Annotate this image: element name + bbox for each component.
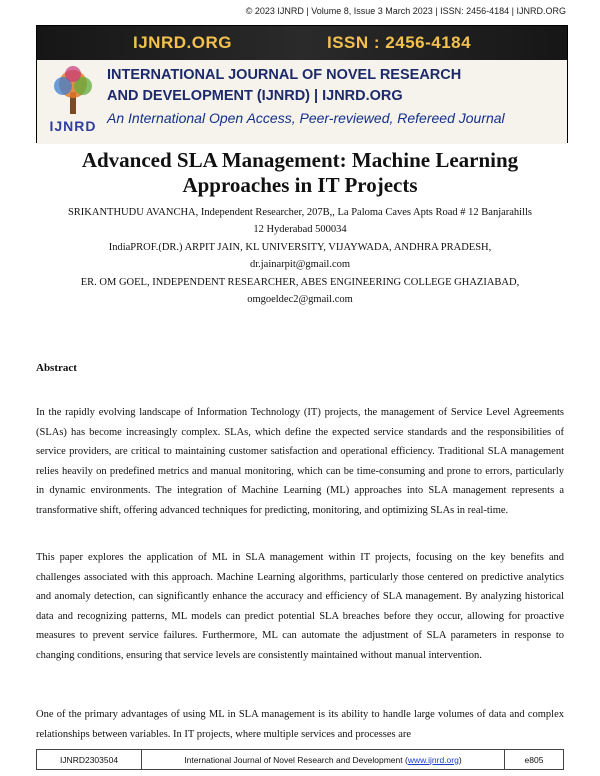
footer-journal-link[interactable]: www.ijnrd.org <box>407 754 459 765</box>
author-block <box>36 204 564 308</box>
journal-name-line1: INTERNATIONAL JOURNAL OF NOVEL RESEARCH <box>107 67 462 83</box>
abstract-paragraph-1: In the rapidly evolving landscape of Information Technology (IT) projects, the management of Service Level Agreements (SLAs) has become increasingly complex. SLAs, which define the expected service standards and the responsibilities of service providers, are critical to maintaining customer satisfaction and operational efficiency. Traditional SLA management relies heavily on predefined metrics and manual monitoring, which can be time-consuming and prone to errors, particularly in dynamic environments. The integration of Machine Learning (ML) approaches into SLA management represents a transformative shift, offering advanced techniques for predicting, monitoring, and optimizing SLAs in real-time. <box>36 407 564 516</box>
banner-issn: ISSN : 2456-4184 <box>327 33 472 52</box>
author-email: dr.jainarpit@gmail.com <box>249 259 351 271</box>
journal-name-line2: AND DEVELOPMENT (IJNRD) | IJNRD.ORG <box>107 88 403 104</box>
copyright-line: © 2023 IJNRD | Volume 8, Issue 3 March 2023 | ISSN: 2456-4184 | IJNRD.ORG <box>245 6 566 16</box>
banner-top-strip <box>37 26 567 60</box>
journal-tagline: An International Open Access, Peer-reviewed, Refereed Journal <box>107 110 505 126</box>
author-line: 12 Hyderabad 500034 <box>253 224 347 236</box>
footer-journal-suffix: ) <box>458 754 462 765</box>
footer-journal <box>142 750 505 769</box>
page-footer <box>36 749 564 770</box>
author-line: ER. OM GOEL, INDEPENDENT RESEARCHER, ABES ENGINEERING COLLEGE GHAZIABAD, <box>80 276 520 288</box>
footer-journal-prefix: International Journal of Novel Research and Development ( <box>184 754 408 765</box>
tree-logo-icon <box>43 62 103 126</box>
footer-paper-id: IJNRD2303504 <box>37 750 142 769</box>
paper-title <box>0 148 600 198</box>
ijnrd-logo <box>43 62 103 142</box>
banner-site: IJNRD.ORG <box>133 33 232 52</box>
abstract-paragraph-3: One of the primary advantages of using ML in SLA management is its ability to handle large volumes of data and complex relationships between variables. In IT projects, where multiple services and processes are <box>36 709 564 740</box>
title-line2: Approaches in IT Projects <box>182 173 418 197</box>
author-line: SRIKANTHUDU AVANCHA, Independent Researcher, 207B,, La Paloma Caves Apts Road # 12 Banjarahills <box>67 207 533 218</box>
author-line: IndiaPROF.(DR.) ARPIT JAIN, KL UNIVERSITY, VIJAYWADA, ANDHRA PRADESH, <box>108 241 492 253</box>
title-line1: Advanced SLA Management: Machine Learning <box>81 148 519 172</box>
abstract-heading: Abstract <box>36 362 77 374</box>
journal-banner <box>36 25 568 143</box>
author-email: omgoeldec2@gmail.com <box>247 294 353 306</box>
logo-text: IJNRD <box>49 118 97 134</box>
footer-page-number: e805 <box>524 754 544 765</box>
abstract-paragraph-2: This paper explores the application of ML in SLA management within IT projects, focusing on the key benefits and challenges associated with this approach. Machine Learning algorithms, particularly those centered on predictive analytics and anomaly detection, can significantly enhance the accuracy and efficiency of SLA management. By analyzing historical data and recognizing patterns, ML models can predict potential SLA breaches before they occur, allowing for proactive measures to prevent service failures. Furthermore, ML can automate the adjustment of SLA parameters in response to changing conditions, ensuring that service levels are consistently maintained without manual intervention. <box>36 552 564 661</box>
